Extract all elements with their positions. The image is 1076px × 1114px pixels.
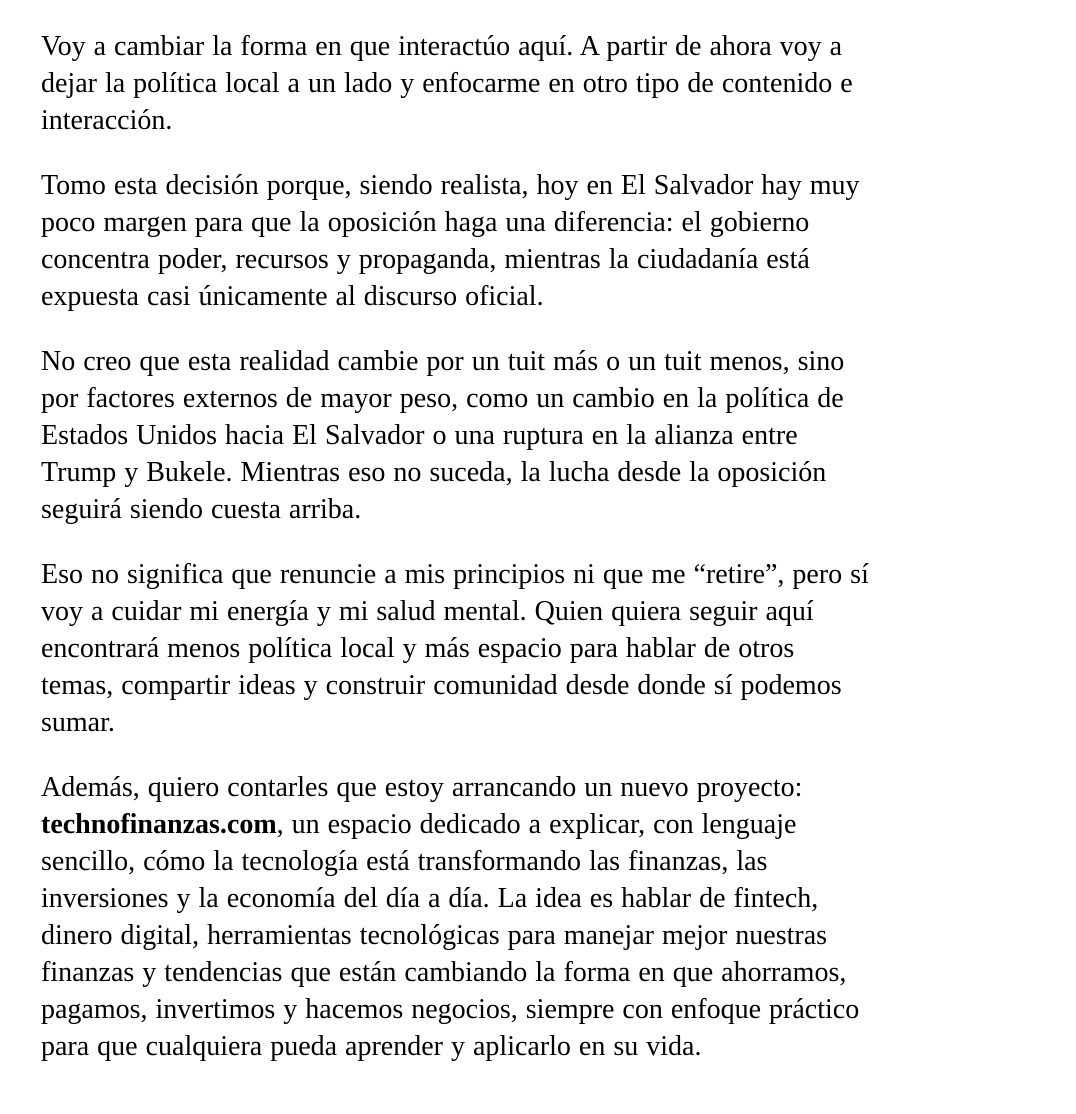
- text-line: poco margen para que la oposición haga una diferencia: el gobierno: [41, 207, 810, 238]
- text-line: Estados Unidos hacia El Salvador o una ruptura en la alianza entre: [41, 420, 798, 451]
- document-page: [41, 28, 1041, 1093]
- text-line: inversiones y la economía del día a día. La idea es hablar de fintech,: [41, 883, 819, 914]
- text-line: expuesta casi únicamente al discurso oficial.: [41, 281, 544, 312]
- text-line: sencillo, cómo la tecnología está transformando las finanzas, las: [41, 846, 768, 877]
- website-name: technofinanzas.com: [41, 809, 277, 840]
- text-line: Eso no significa que renuncie a mis principios ni que me “retire”, pero sí: [41, 559, 869, 590]
- text-fragment: , un espacio dedicado a explicar, con lenguaje: [276, 809, 797, 840]
- text-line: Tomo esta decisión porque, siendo realista, hoy en El Salvador hay muy: [41, 170, 860, 201]
- text-line: Además, quiero contarles que estoy arrancando un nuevo proyecto:: [41, 772, 803, 803]
- text-line: pagamos, invertimos y hacemos negocios, siempre con enfoque práctico: [41, 994, 860, 1025]
- text-line: Voy a cambiar la forma en que interactúo aquí. A partir de ahora voy a: [41, 31, 843, 62]
- text-line: seguirá siendo cuesta arriba.: [41, 494, 362, 525]
- text-line: temas, compartir ideas y construir comunidad desde donde sí podemos: [41, 670, 842, 701]
- text-line: encontrará menos política local y más espacio para hablar de otros: [41, 633, 795, 664]
- text-line: dinero digital, herramientas tecnológicas para manejar mejor nuestras: [41, 920, 828, 951]
- paragraph-2: [41, 167, 1041, 315]
- paragraph-1: [41, 28, 1041, 139]
- text-line: dejar la política local a un lado y enfocarme en otro tipo de contenido e: [41, 68, 853, 99]
- text-line: por factores externos de mayor peso, como un cambio en la política de: [41, 383, 844, 414]
- text-line: para que cualquiera pueda aprender y aplicarlo en su vida.: [41, 1031, 702, 1062]
- text-line: [41, 806, 1041, 843]
- text-line: finanzas y tendencias que están cambiando la forma en que ahorramos,: [41, 957, 847, 988]
- text-line: voy a cuidar mi energía y mi salud mental. Quien quiera seguir aquí: [41, 596, 814, 627]
- text-line: Trump y Bukele. Mientras eso no suceda, la lucha desde la oposición: [41, 457, 827, 488]
- paragraph-4: [41, 556, 1041, 741]
- text-line: sumar.: [41, 707, 115, 738]
- text-line: interacción.: [41, 105, 173, 136]
- paragraph-3: [41, 343, 1041, 528]
- paragraph-5: [41, 769, 1041, 1065]
- text-line: concentra poder, recursos y propaganda, mientras la ciudadanía está: [41, 244, 810, 275]
- text-line: No creo que esta realidad cambie por un tuit más o un tuit menos, sino: [41, 346, 845, 377]
